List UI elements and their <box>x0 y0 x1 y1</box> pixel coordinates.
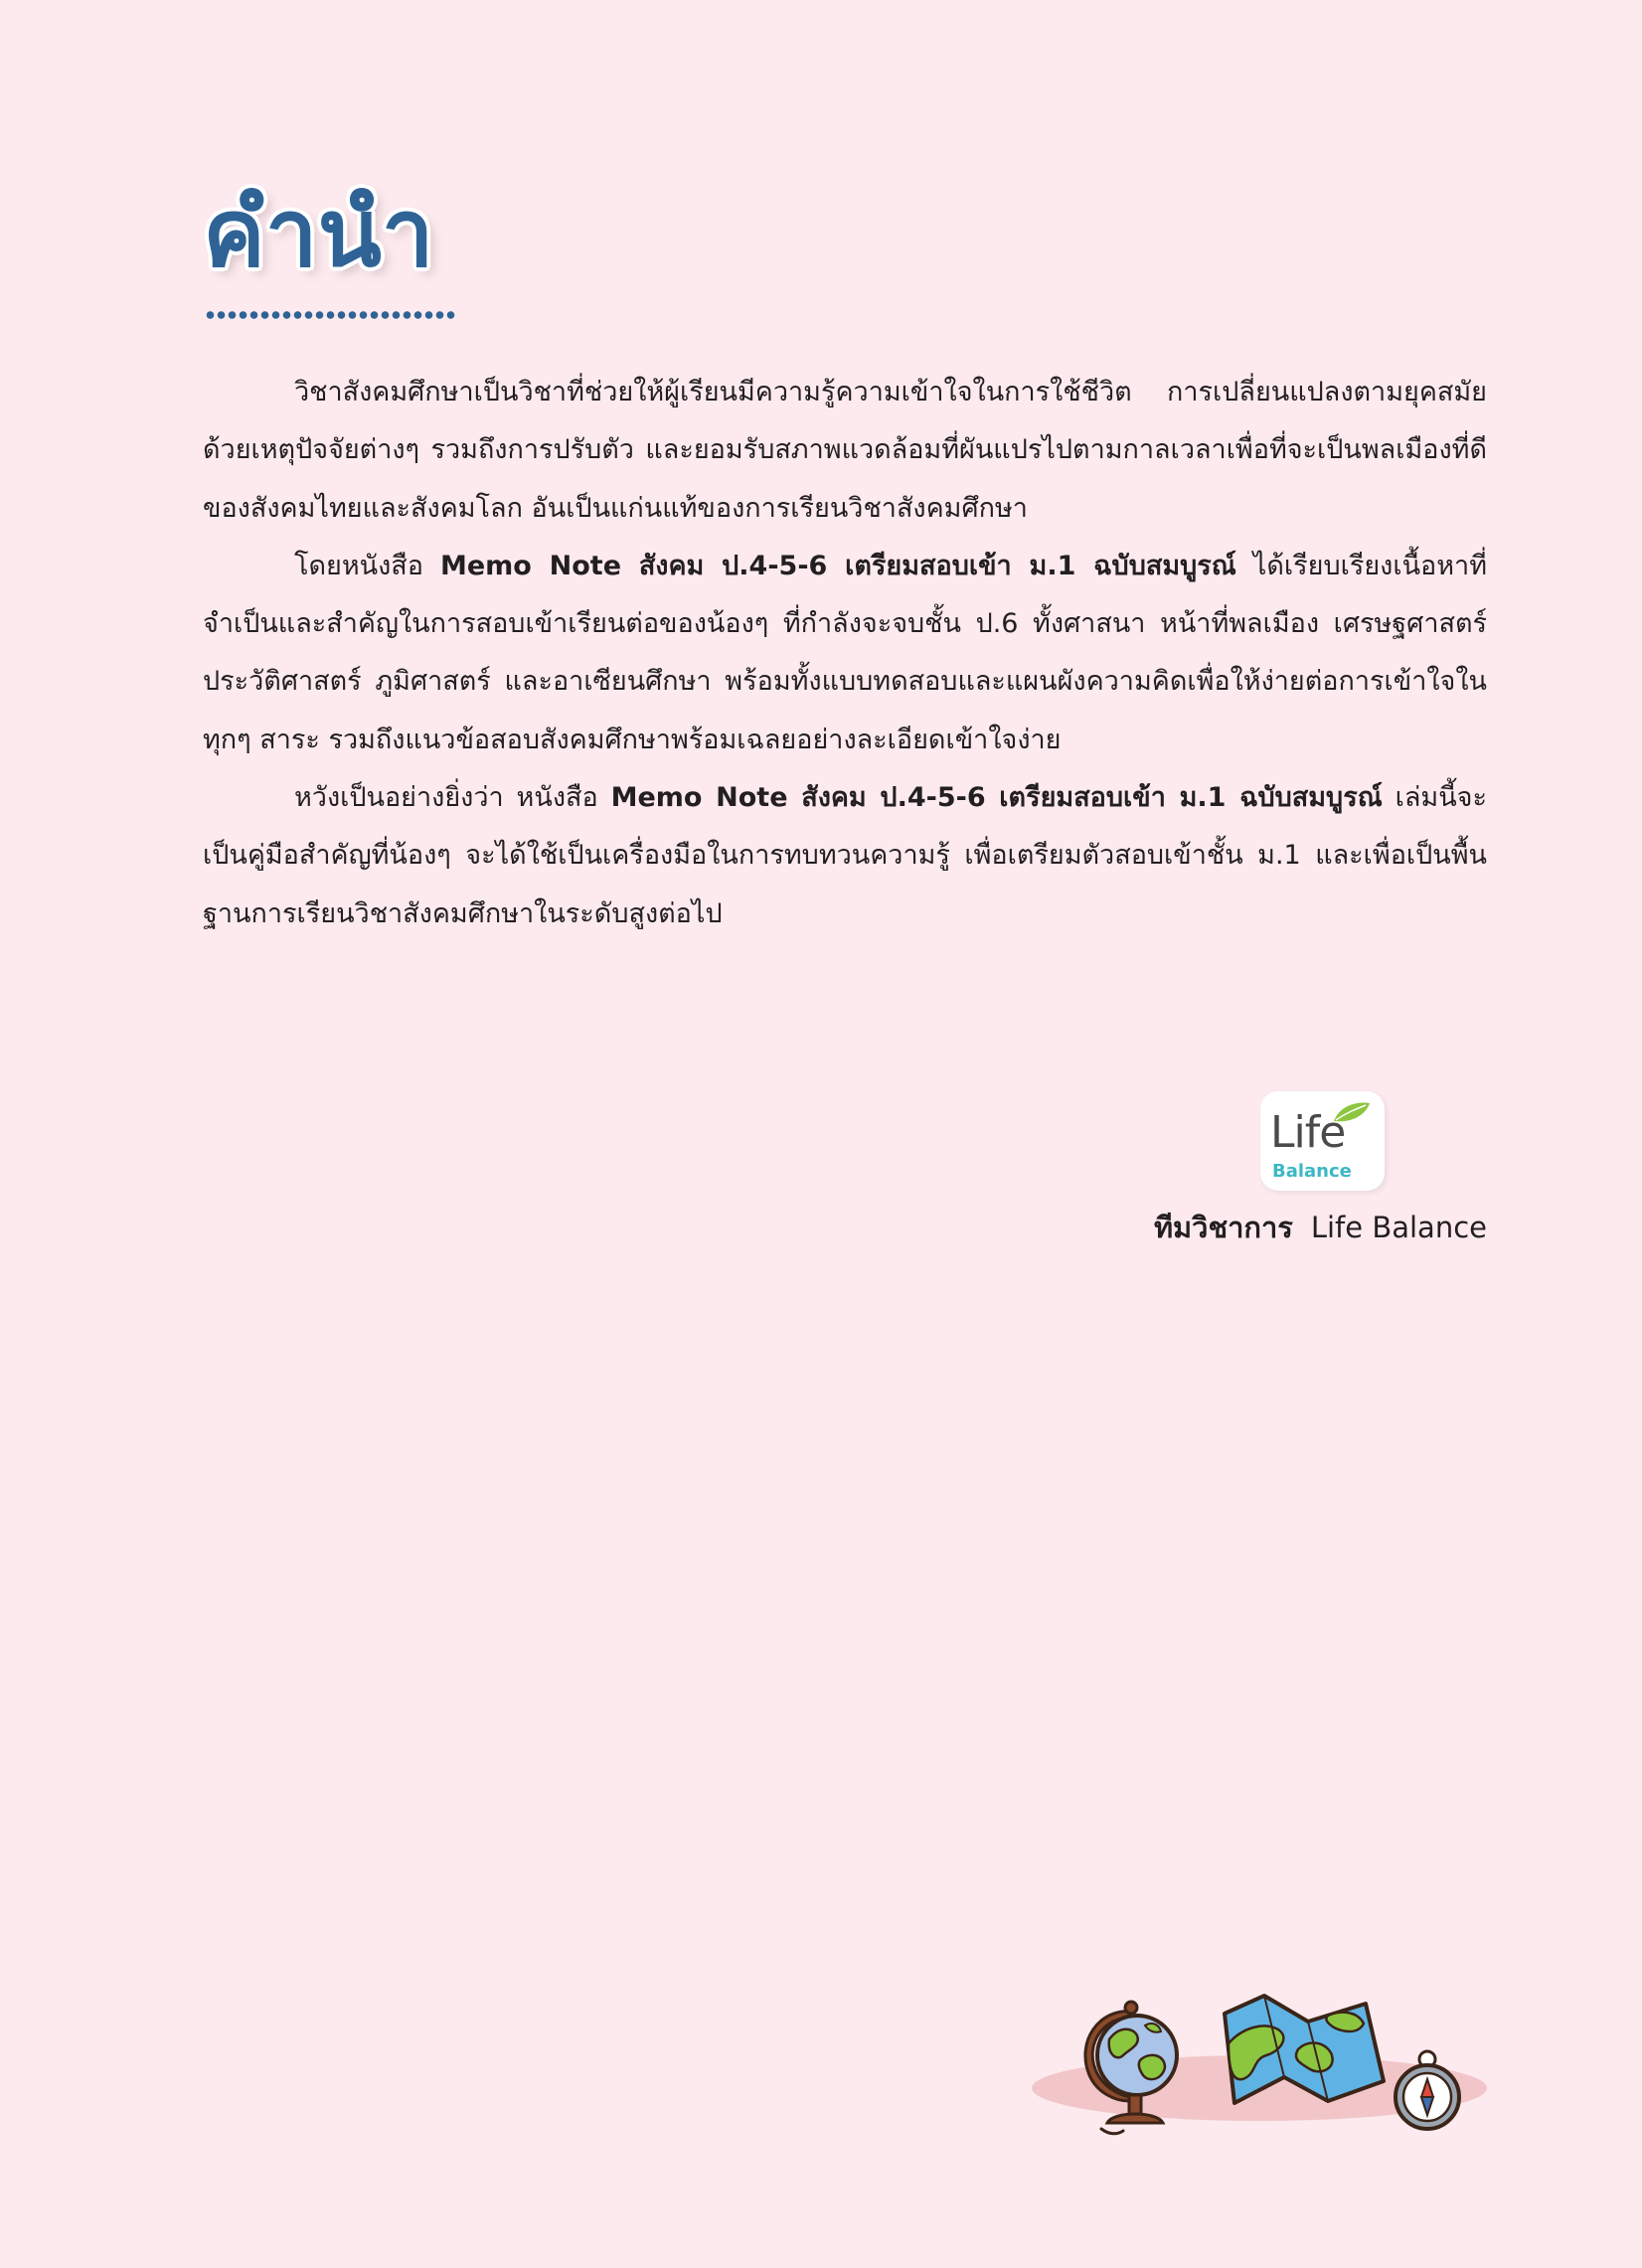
paragraph-1-text: วิชาสังคมศึกษาเป็นวิชาที่ช่วยให้ผู้เรียนมีความรู้ความเข้าใจในการใช้ชีวิต การเปลี่ยนแปลงตามยุคสมัยด้วยเหตุปัจจัยต่างๆ รวมถึงการปรับตัว และยอมรับสภาพแวดล้อมที่ผันแปรไปตามกาลเวลาเพื่อที่จะเป็นพลเมืองที่ดีของสังคมไทยและสังคมโลก อันเป็นแก่นแท้ของการเรียนวิชาสังคมศึกษา <box>203 377 1487 524</box>
signature-team: ทีมวิชาการ <box>1153 1211 1293 1244</box>
paragraph-3-text-start: หวังเป็นอย่างยิ่งว่า หนังสือ <box>294 782 611 814</box>
preface-paragraph-2 <box>203 538 1487 769</box>
preface-paragraph-3 <box>203 769 1487 943</box>
title-dotted-underline <box>205 311 455 319</box>
paragraph-2-text-end: ได้เรียบเรียงเนื้อหาที่จำเป็นและสำคัญในการสอบเข้าเรียนต่อของน้องๆ ที่กำลังจะจบชั้น ป.6 ทั้งศาสนา หน้าที่พลเมือง เศรษฐศาสตร์ ประวัติศาสตร์ ภูมิศาสตร์ และอาเซียนศึกษา พร้อมทั้งแบบทดสอบและแผนผังความคิดเพื่อให้ง่ายต่อการเข้าใจในทุกๆ สาระ รวมถึงแนวข้อสอบสังคมศึกษาพร้อมเฉลยอย่างละเอียดเข้าใจง่าย <box>203 550 1488 755</box>
page-title: คำนำ <box>203 180 434 288</box>
preface-body <box>203 364 1487 943</box>
signature-brand: Life Balance <box>1310 1211 1487 1244</box>
logo-wordmark-life: Life <box>1270 1107 1346 1158</box>
paragraph-2-book-title: Memo Note สังคม ป.4-5-6 เตรียมสอบเข้า ม.1 ฉบับสมบูรณ์ <box>439 550 1236 581</box>
paragraph-2-text-start: โดยหนังสือ <box>294 550 440 581</box>
signature <box>1154 1206 1487 1249</box>
preface-paragraph-1 <box>203 364 1487 538</box>
world-map-icon <box>1225 1996 1384 2103</box>
paragraph-3-book-title: Memo Note สังคม ป.4-5-6 เตรียมสอบเข้า ม.1 ฉบับสมบูรณ์ <box>610 782 1383 814</box>
life-balance-logo <box>1260 1091 1385 1191</box>
paragraph-3-text-end: เล่มนี้จะเป็นคู่มือสำคัญที่น้องๆ จะได้ใช้เป็นเครื่องมือในการทบทวนความรู้ เพื่อเตรียมตัวสอบเข้าชั้น ม.1 และเพื่อเป็นพื้นฐานการเรียนวิชาสังคมศึกษาในระดับสูงต่อไป <box>203 782 1487 929</box>
geography-illustration <box>1030 1952 1489 2143</box>
logo-wordmark-balance: Balance <box>1272 1161 1352 1182</box>
